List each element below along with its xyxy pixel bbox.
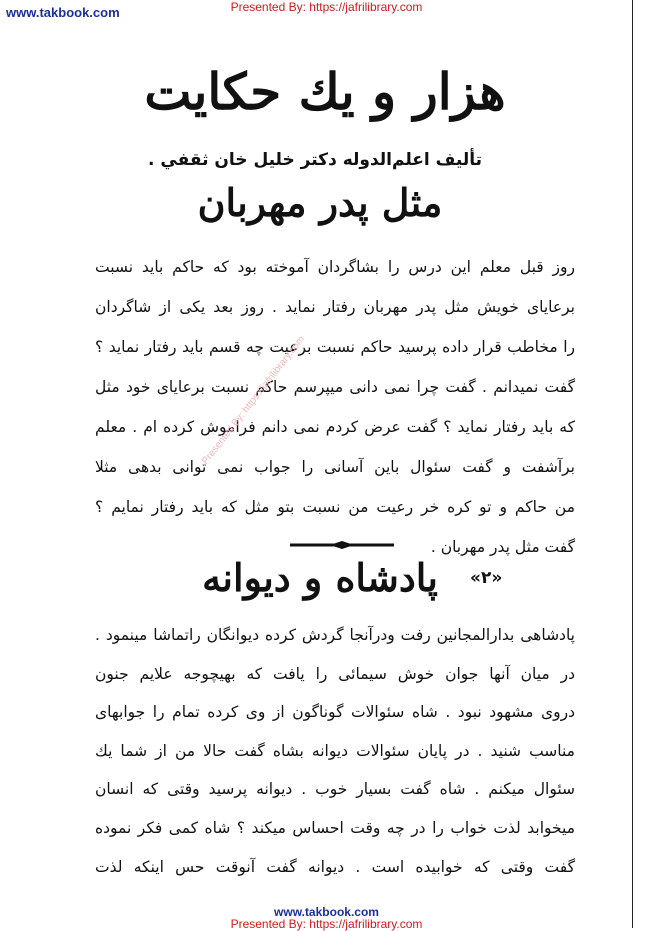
story2-body <box>95 616 575 886</box>
story2-line: دروى مشهود نبود . شاه سئوالات گوناگون از وى كرده تمام را جوابهاى <box>95 703 575 722</box>
site-url-bottom: www.takbook.com <box>274 905 379 919</box>
story1-line: را مخاطب قرار داده پرسيد حاكم نسبت برعيت چه قسم بايد رفتار نمايد ؟ <box>95 338 575 356</box>
story1-title: مثل پدر مهربان <box>197 180 443 225</box>
story2-line: مناسب شنيد . در پايان سئوالات ديوانه بشاه گفت حالا من از شما يك <box>95 741 575 760</box>
presented-by-bottom: Presented By: https://jafrilibrary.com <box>230 917 423 931</box>
story1-line: روز قبل معلم اين درس را بشاگردان آموخته بود كه حاكم بايد نسبت <box>95 258 575 276</box>
watermark: Presented By: https://jafrilibrary.com <box>200 334 308 467</box>
story1-line: كه بايد رفتار نمايد ؟ گفت عرض كردم نمى دانم فراموش كرده ام . معلم <box>95 418 575 436</box>
site-url-top: www.takbook.com <box>6 5 120 20</box>
story1-line: من حاكم و تو كره خر رعيت من نسبت بتو مثل كه بايد رفتار نمايم ؟ <box>95 498 575 516</box>
story2-line: گفت وقتى كه خوابيده است . ديوانه گفت آنوقت حس اينكه لذت <box>95 857 575 876</box>
presented-by-top: Presented By: https://jafrilibrary.com <box>230 0 423 14</box>
story2-line: سئوال ميكنم . شاه گفت بسيار خوب . ديوانه پرسيد وقتى كه انسان <box>95 780 575 799</box>
story2-line: پادشاهى بدارالمجانين رفت ودرآنجا گردش كرده ديوانگان راتماشا مينمود . <box>95 626 575 644</box>
story2-title: پادشاه و ديوانه <box>202 555 438 600</box>
book-title: هزار و يك حكايت <box>144 62 506 121</box>
page-edge-line <box>632 0 633 928</box>
story1-line: برعاياى خويش مثل پدر مهربان رفتار نمايد . روز بعد يكى از شاگردان <box>95 298 575 316</box>
story1-line: برآشفت و گفت سئوال باين آسانى را جواب نمى توانى بدهى مثلا <box>95 458 575 476</box>
story2-line: در ميان آنها جوان خوش سيمائى را يافت كه بهيچوجه علايم جنون <box>95 664 575 683</box>
story2-number: «۲» <box>470 568 503 588</box>
story2-line: ميخوابد لذت خواب را در چه وقت احساس ميكند ؟ شاه كمى فكر نموده <box>95 818 575 837</box>
book-author: تأليف اعلم‌الدوله دكتر خليل خان ثقفي . <box>148 150 482 170</box>
section-divider <box>290 540 394 550</box>
story1-body <box>95 247 575 567</box>
story1-line: گفت مثل پدر مهربان . <box>430 538 575 556</box>
story1-line: گفت نميدانم . گفت چرا نمى دانى ميپرسم حاكم نسبت برعاياى خود مثل <box>95 378 575 396</box>
